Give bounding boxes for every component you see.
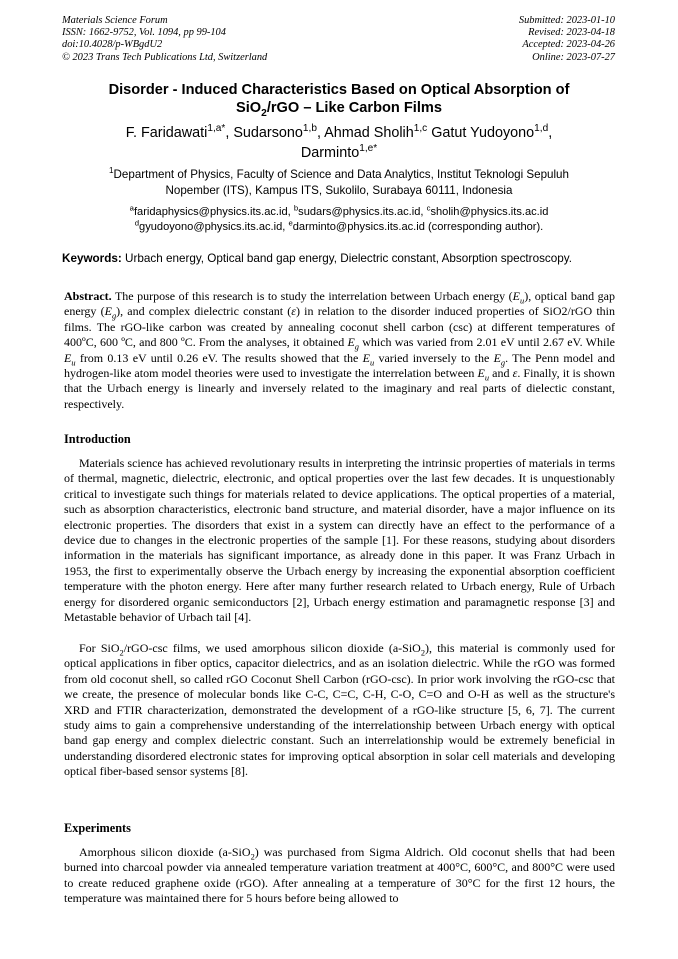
symbol-sub-u: u <box>71 358 76 368</box>
symbol-sub-g: g <box>500 358 506 368</box>
symbol-sub-u: u <box>369 358 375 368</box>
symbol-sub-u: u <box>520 296 525 306</box>
abstract-text: and <box>489 366 513 381</box>
email-e[interactable]: darminto@physics.its.ac.id (corresponding author). <box>292 220 544 233</box>
section-heading-introduction: Introduction <box>64 432 131 446</box>
abstract-text: ), and complex dielectric constant ( <box>116 304 292 319</box>
keywords-text: Urbach energy, Optical band gap energy, Dielectric constant, Absorption spectroscopy. <box>125 252 572 265</box>
title-sio: SiO <box>236 100 262 116</box>
author-emails: $^a$faridaphysics@physics.its.ac.id, $^b$sudars@physics.its.ac.id, $^c$sholih@physics.its.ac.id $^d$gyudoyono@physics.its.ac.id, $^e$darminto@physics.its.ac.id (corresponding author). <box>129 203 549 233</box>
affiliation-line-2: Nopember (ITS), Kampus ITS, Sukolilo, Surabaya 60111, Indonesia <box>165 184 513 197</box>
intro-paragraph-2 <box>64 641 615 780</box>
intro-paragraph-1: Materials science has achieved revolutionary results in interpreting the intrinsic properties of materials in terms of thermal, magnetic, dielectric, electronic, and optical properties over the last few decades. It is unquestionably critical to investigate such things for materials related to device applications. The optical properties of a material, such as absorption characteristics, electronic band structure, and material disorder, have a major influence on its electronic properties. The disorders that exist in a system can directly have an effect to the performance of a device due to changes in the electronic properties of the sample [1]. For these reasons, studying about disorders information in the materials has significant importance, as already done in this paper. It was Franz Urbach in 1953, the first to experimentally observe the Urbach energy by increasing the exponential absorption coefficient temperature with the photon energy. Here after many further research related to Urbach energy, Rule of Urbach energy for disordered organic semiconductors [2], Urbach energy estimation and paramagnetic response [3] and Metastable behavior of Urbach tail [4]. <box>64 456 615 625</box>
subscript-2: 2 <box>420 648 426 658</box>
title-line-2 <box>62 99 616 117</box>
copyright: © 2023 Trans Tech Publications Ltd, Switzerland <box>62 51 268 63</box>
keywords <box>62 251 622 267</box>
author-list: F. Faridawati$^{1,a*}$, Sudarsono$^{1,b}$, Ahmad Sholih$^{1,c}$ Gatut Yudoyono$^{1,d}$, Darminto$^{1,e*}$ <box>125 123 553 161</box>
affiliation <box>62 167 616 199</box>
abstract-text: . Finally, it is shown that the Urbach energy is linearly and inversely related to the imaginary and real parts of dielectic constant, respectively. <box>64 366 616 411</box>
symbol-sub-g: g <box>354 342 359 352</box>
symbol-sub-g: g <box>111 311 117 321</box>
author-affil-sup: 1,b <box>302 123 317 135</box>
exp-text: Amorphous silicon dioxide (a-SiO <box>79 845 251 859</box>
symbol-e: E <box>362 350 370 365</box>
email-c[interactable]: sholih@physics.its.ac.id <box>430 206 549 218</box>
symbol-e: E <box>347 335 355 350</box>
symbol-e: E <box>493 350 501 365</box>
publication-dates <box>519 15 615 64</box>
submitted-date: Submitted: 2023-01-10 <box>518 15 615 26</box>
author: Darminto <box>300 145 360 161</box>
section-heading-experiments: Experiments <box>64 821 131 835</box>
author: Sudarsono <box>233 125 303 141</box>
journal-info <box>62 15 267 64</box>
doi: doi:10.4028/p-WBgdU2 <box>62 39 163 51</box>
author-affil-sup: 1,e* <box>359 143 378 155</box>
intro-text: ), this material is commonly used for optical applications in fiber optics, capacitor dielectrics, and as an isolation dielectric. While the rGO was formed from old coconut shell, so called rGO Coconut Shell Carbon (rGO-csc). In prior work involving the rGO-csc that we create, the presence of molecular bonds like C-C, C=C, C-H, C-O, C=O and O-H as well as the structure's XRD and FTIR characterization, demonstrated the development of a rGO-like structure [5, 6, 7]. The current study aims to gain a comprehensive understanding of the interrelationship between Urbach energy with optical band gap energy and complex dielectric constant. Such an interrelationship would be extremely beneficial in understanding disordered electronic states for improving optical absorption in solar cell materials and developing optical fiber-based sensor systems [8]. <box>64 641 616 779</box>
symbol-e: E <box>512 289 521 303</box>
author-affil-sup: 1,a* <box>207 123 226 135</box>
email-b[interactable]: sudars@physics.its.ac.id, <box>298 206 424 218</box>
email-d[interactable]: gyudoyono@physics.its.ac.id, <box>139 220 286 233</box>
intro-text: For SiO <box>79 641 120 655</box>
paper-title <box>62 81 616 117</box>
abstract-text: The purpose of this research is to study the interrelation between Urbach energy ( <box>114 289 513 303</box>
subscript-2: 2 <box>250 852 255 862</box>
abstract-text: ) in relation to the disorder induced properties of SiO2/rGO thin films. The rGO-like carbon was created by annealing coconut shell carbon (csc) at different temperatures of 400ºC, 600 ºC, and 800 ºC. From the analyses, it obtained <box>64 304 616 350</box>
abstract-label: Abstract. <box>64 289 112 303</box>
subscript-2: 2 <box>119 648 124 658</box>
experiments-paragraph-1 <box>64 845 615 907</box>
symbol-epsilon: ε <box>512 366 518 381</box>
abstract-text: ), optical band gap energy ( <box>64 289 615 319</box>
journal-name: Materials Science Forum <box>62 15 168 26</box>
symbol-sub-u: u <box>484 373 490 383</box>
email-a[interactable]: faridaphysics@physics.its.ac.id, <box>133 206 291 218</box>
abstract-text: . The Penn model and hydrogen-like atom model theories were used to investigate the interrelation between <box>64 350 616 381</box>
affiliation-line-1: Department of Physics, Faculty of Science and Data Analytics, Institut Teknologi Sepuluh <box>113 168 569 181</box>
title-line-1: Disorder - Induced Characteristics Based on Optical Absorption of <box>108 82 570 98</box>
author: F. Faridawati <box>125 125 208 141</box>
symbol-e: E <box>477 366 485 381</box>
intro-text: /rGO-csc films, we used amorphous silicon dioxide (a-SiO <box>123 641 421 655</box>
accepted-date: Accepted: 2023-04-26 <box>522 39 615 51</box>
abstract-text: varied inversely to the <box>374 350 494 365</box>
author: Ahmad Sholih <box>324 125 414 141</box>
author-affil-sup: 1,d <box>534 123 549 135</box>
affiliation-sup: 1 <box>109 166 114 176</box>
revised-date: Revised: 2023-04-18 <box>528 27 615 39</box>
keywords-label: Keywords: <box>62 252 122 265</box>
abstract-text: from 0.13 eV until 0.26 eV. The results showed that the <box>75 350 363 365</box>
author: Gatut Yudoyono <box>431 125 535 141</box>
title-sub: 2 <box>261 107 267 119</box>
online-date: Online: 2023-07-27 <box>532 51 615 63</box>
symbol-e: E <box>104 304 112 319</box>
symbol-epsilon: ε <box>291 304 297 319</box>
author-affil-sup: 1,c <box>413 123 428 135</box>
abstract-text: which was varied from 2.01 eV until 2.67 eV. While <box>358 335 616 350</box>
issn: ISSN: 1662-9752, Vol. 1094, pp 99-104 <box>62 27 226 39</box>
symbol-e: E <box>64 350 72 365</box>
title-rest: /rGO – Like Carbon Films <box>266 100 442 116</box>
exp-text: ) was purchased from Sigma Aldrich. Old coconut shells that had been burned into charcoal powder via annealed temperature variation treatment at 400°C, 600°C, and 800°C were used to create reduced graphene oxide (rGO). After annealing at a temperature of 30°C for the first 12 hours, the temperature was maintained there for 5 hours before being allowed to <box>64 845 615 906</box>
abstract <box>64 289 615 412</box>
